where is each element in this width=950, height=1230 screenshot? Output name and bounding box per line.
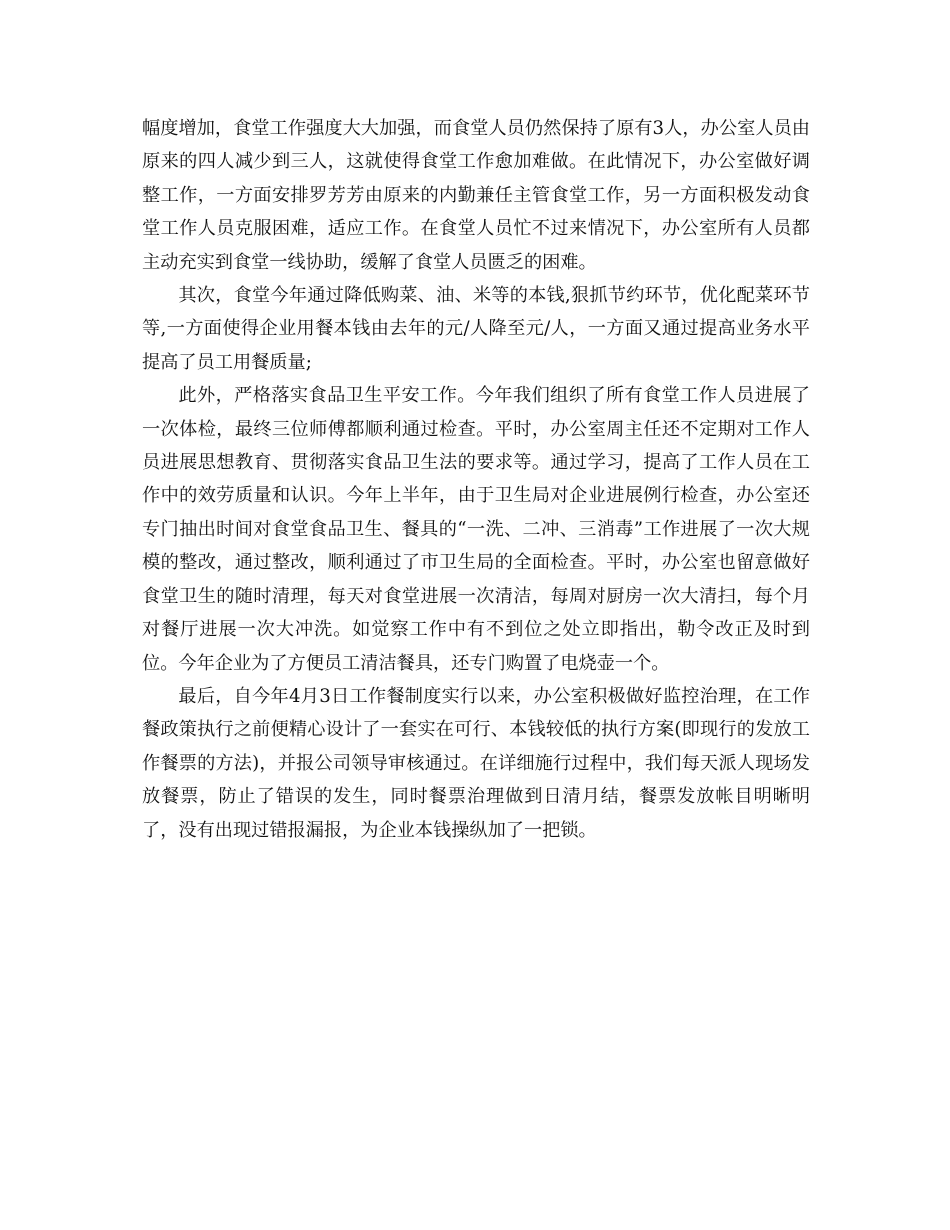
paragraph-4: 最后，自今年4月3日工作餐制度实行以来，办公室积极做好监控治理，在工作餐政策执行之前便精心设计了一套实在可行、本钱较低的执行方案(即现行的发放工作餐票的方法)，并报公司领导审核通过。在详细施行过程中，我们每天派人现场发放餐票，防止了错误的发生，同时餐票治理做到日清月结，餐票发放帐目明晰明了，没有出现过错报漏报，为企业本钱操纵加了一把锁。 <box>142 685 810 841</box>
paragraph-2: 其次，食堂今年通过降低购菜、油、米等的本钱,狠抓节约环节，优化配菜环节等,一方面使得企业用餐本钱由去年的元/人降至元/人，一方面又通过提高业务水平提高了员工用餐质量; <box>142 285 810 373</box>
paragraph-1: 幅度增加，食堂工作强度大大加强，而食堂人员仍然保持了原有3人，办公室人员由原来的四人减少到三人，这就使得食堂工作愈加难做。在此情况下，办公室做好调整工作，一方面安排罗芳芳由原来的内勤兼任主管食堂工作，另一方面积极发动食堂工作人员克服困难，适应工作。在食堂人员忙不过来情况下，办公室所有人员都主动充实到食堂一线协助，缓解了食堂人员匮乏的困难。 <box>142 118 810 273</box>
paragraph-3: 此外，严格落实食品卫生平安工作。今年我们组织了所有食堂工作人员进展了一次体检，最终三位师傅都顺利通过检查。平时，办公室周主任还不定期对工作人员进展思想教育、贯彻落实食品卫生法的要求等。通过学习，提高了工作人员在工作中的效劳质量和认识。今年上半年，由于卫生局对企业进展例行检查，办公室还专门抽出时间对食堂食品卫生、餐具的“一洗、二冲、三消毒”工作进展了一次大规模的整改，通过整改，顺利通过了市卫生局的全面检查。平时，办公室也留意做好食堂卫生的随时清理，每天对食堂进展一次清洁，每周对厨房一次大清扫，每个月对餐厅进展一次大冲洗。如觉察工作中有不到位之处立即指出，勒令改正及时到位。今年企业为了方便员工清洁餐具，还专门购置了电烧壶一个。 <box>142 385 810 674</box>
document-body <box>142 112 810 847</box>
